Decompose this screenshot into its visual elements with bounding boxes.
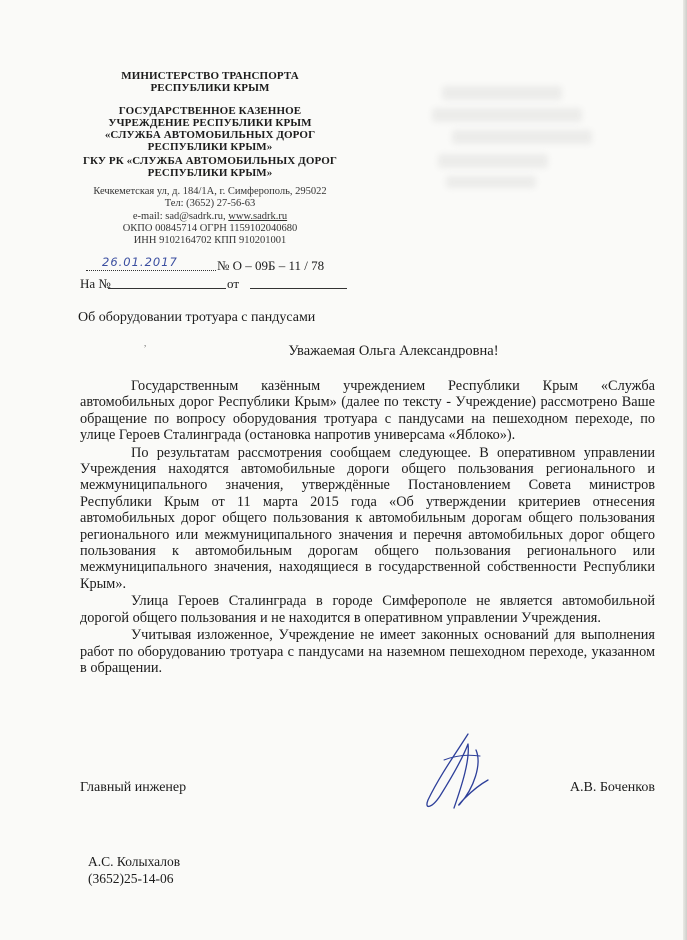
incoming-reference <box>80 276 380 294</box>
address: Кечкеметская ул, д. 184/1А, г. Симферополь, 295022 <box>93 186 327 197</box>
handwritten-signature <box>410 730 510 820</box>
body-paragraph: По результатам рассмотрения сообщаем следующее. В оперативном управлении Учреждения находятся автомобильные дороги общего пользования регионального и межмуниципального значения, утверждённые Постановлением Совета министров Республики Крым от 11 марта 2015 года «Об утверждении критериев отнесения автомобильных дорог общего пользования к автомобильным дорогам общего пользования регионального или межмуниципального значения и перечня автомобильных дорог общего пользования к автомобильным дорогам общего пользования регионального или межмуниципального значения, находящиеся в государственной собственности Республики Крым». <box>80 444 655 592</box>
body-paragraph: Улица Героев Сталинграда в городе Симферополе не является автомобильной дорогой общего пользования и не находится в оперативном управлении Учреждения. <box>80 593 655 626</box>
outgoing-number: № О – 09Б – 11 / 78 <box>217 258 325 273</box>
letterhead <box>80 70 340 190</box>
redacted-addressee <box>432 80 602 200</box>
institution-line: УЧРЕЖДЕНИЕ РЕСПУБЛИКИ КРЫМ <box>108 117 312 129</box>
handwritten-date: 26.01.2017 <box>102 255 178 269</box>
short-name-line: ГКУ РК «СЛУЖБА АВТОМОБИЛЬНЫХ ДОРОГ <box>82 155 338 167</box>
executor-block <box>88 853 180 887</box>
phone: Тел: (3652) 27-56-63 <box>164 198 256 210</box>
inn-kpp: ИНН 9102164702 КПП 910201001 <box>133 235 287 247</box>
signature-block <box>80 780 655 800</box>
ministry-line: РЕСПУБЛИКИ КРЫМ <box>150 82 270 94</box>
executor-name: А.С. Колыхалов <box>88 854 181 869</box>
outgoing-registration <box>80 255 380 276</box>
incoming-number-blank <box>108 288 226 289</box>
institution-line: «СЛУЖБА АВТОМОБИЛЬНЫХ ДОРОГ <box>104 129 316 141</box>
executor-phone: (3652)25-14-06 <box>88 871 174 886</box>
institution-short-name <box>80 155 340 179</box>
greeting: Уважаемая Ольга Александровна! <box>288 343 499 359</box>
letter-subject: Об оборудовании тротуара с пандусами <box>78 310 316 325</box>
signer-position: Главный инженер <box>80 780 187 795</box>
contact-details <box>80 186 340 247</box>
institution-line: ГОСУДАРСТВЕННОЕ КАЗЕННОЕ <box>118 105 302 117</box>
signer-name: А.В. Боченков <box>569 780 655 795</box>
okpo-ogrn: ОКПО 00845714 ОГРН 1159102040680 <box>122 222 298 234</box>
letter-body <box>80 378 655 676</box>
short-name-line: РЕСПУБЛИКИ КРЫМ» <box>147 167 273 179</box>
stray-mark: , <box>144 338 147 348</box>
incoming-date-blank <box>250 288 347 289</box>
ministry-line: МИНИСТЕРСТВО ТРАНСПОРТА <box>121 70 299 82</box>
institution-line: РЕСПУБЛИКИ КРЫМ» <box>147 141 273 153</box>
date-underline <box>86 270 216 271</box>
institution-name <box>80 105 340 153</box>
from-label: от <box>227 276 240 291</box>
website-link[interactable]: www.sadrk.ru <box>228 210 288 222</box>
body-paragraph: Учитывая изложенное, Учреждение не имеет законных оснований для выполнения работ по оборудованию тротуара с пандусами на наземном пешеходном переходе, указанном в обращении. <box>80 627 655 676</box>
email-line <box>80 211 340 223</box>
on-no-label: На № <box>80 276 111 291</box>
body-paragraph: Государственным казённым учреждением Республики Крым «Служба автомобильных дорог Республики Крым» (далее по тексту - Учреждение) рассмотрено Ваше обращение по вопросу оборудования тротуара с пандусами на пешеходном переходе, по улице Героев Сталинграда (остановка напротив универсама «Яблоко»). <box>80 378 655 444</box>
ministry-name <box>80 70 340 94</box>
email: e-mail: sad@sadrk.ru, <box>132 210 229 222</box>
